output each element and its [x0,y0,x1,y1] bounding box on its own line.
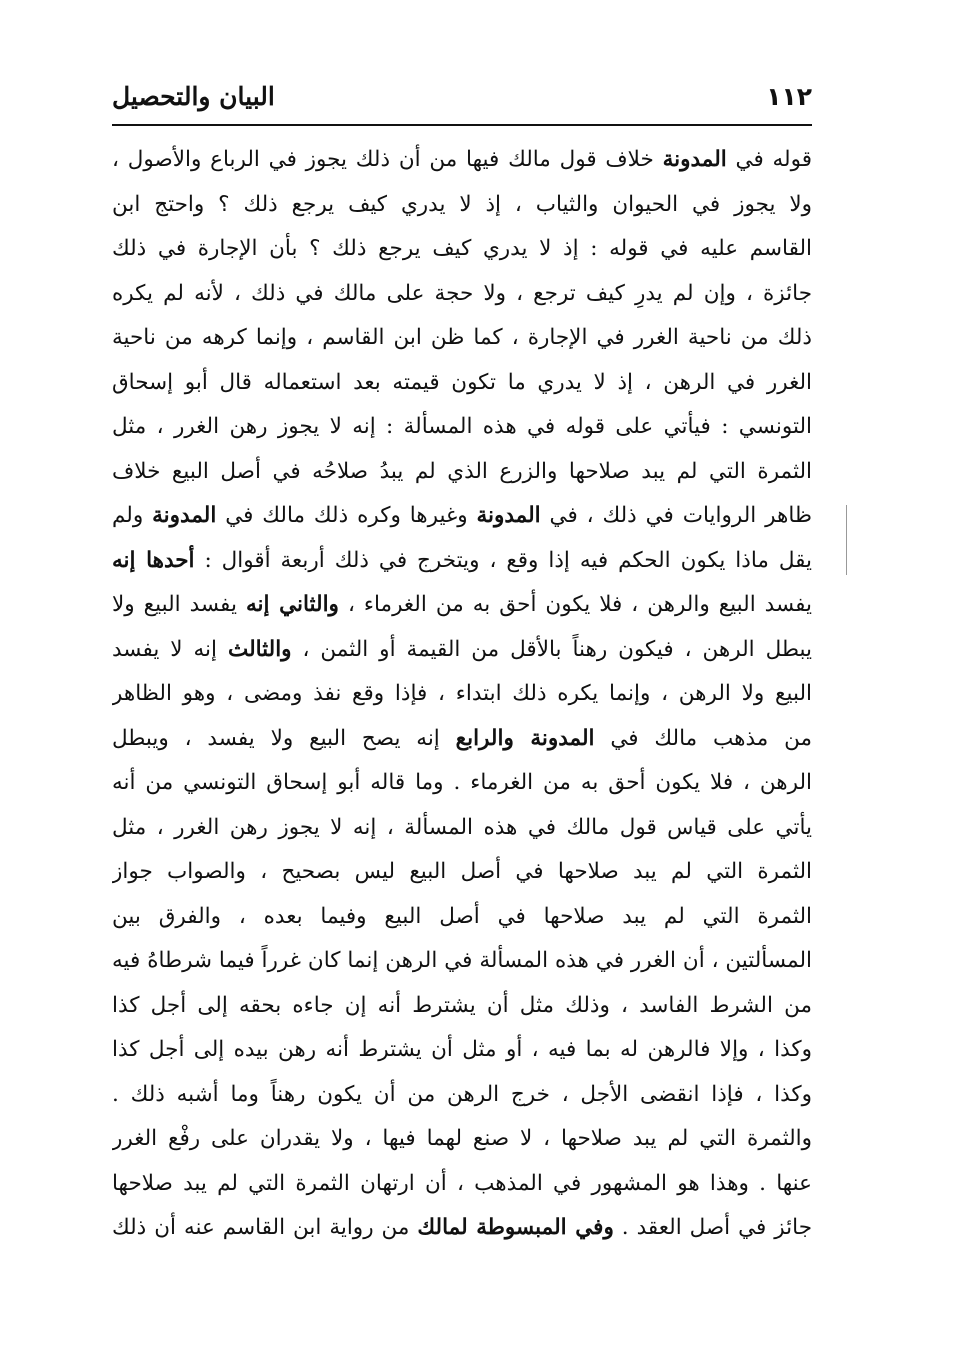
body-text [112,138,812,1288]
text-run: الرهن ، فلا يكون أحق به من الغرماء . وما قاله أبو إسحاق التونسي من أنه [112,770,812,795]
text-line [112,1206,812,1251]
text-run: وكذا ، فإذا انقضى الأجل ، خرج الرهن من أن يكون رهناً وما أشبه ذلك . [112,1081,812,1107]
margin-mark [846,505,847,575]
text-line [112,895,812,940]
text-line [112,1073,812,1118]
text-run: المسألتين ، أن الغرر في هذه المسألة في الرهن إنما كان غرراً فيما شرطاهُ فيه [112,948,812,973]
text-run: جائز في أصل العقد . [613,1215,812,1240]
page-header [112,78,812,118]
text-line [112,984,812,1029]
text-line [112,583,812,628]
text-run: من الشرط الفاسد ، وذلك مثل أن يشترط أنه إن جاءه بحقه إلى أجل كذا [112,992,812,1018]
text-run: القاسم عليه في قوله : إذ لا يدري كيف يرجع ذلك ؟ بأن الإجارة في ذلك [112,236,812,261]
bold-term: المدونة [476,503,541,528]
text-run: ذلك من ناحية الغرر في الإجارة ، كما ظن ابن القاسم ، وإنما كرهه من ناحية [112,325,812,350]
running-title: البيان والتحصيل [112,82,275,111]
text-run: يأتي على قياس قول مالك في هذه المسألة ، إنه لا يجوز رهن الغرر ، مثل [112,814,812,840]
text-run: خلاف قول مالك فيها من أن ذلك يجوز في الرباع والأصول ، [112,147,663,172]
bold-term: والثاني إنه [245,592,339,617]
text-line [112,316,812,361]
text-line [112,539,812,584]
text-run: يفسد البيع ولا [112,592,246,617]
header-divider [112,124,812,126]
text-line [112,850,812,895]
text-run: البيع ولا الرهن ، وإنما يكره ذلك ابتداء ، فإذا وقع نفذ ومضى ، وهو الظاهر [112,681,812,706]
text-line [112,138,812,183]
bold-term: أحدها إنه [112,547,195,573]
text-line [112,717,812,762]
page-number: ١١٢ [766,82,812,111]
text-line [112,494,812,539]
text-run: من مذهب مالك في [594,725,812,751]
text-run: وغيرها وكره ذلك مالك في [216,503,477,528]
text-line [112,183,812,228]
text-line [112,272,812,317]
text-line [112,227,812,272]
text-line [112,1117,812,1162]
text-line [112,361,812,406]
bold-term: المدونة [152,503,217,528]
bold-term: المدونة [662,147,727,172]
text-run: الغرر في الرهن ، إذ لا يدري ما تكون قيمته بعد استعماله قال أبو إسحاق [112,369,812,395]
text-line [112,672,812,717]
text-line [112,806,812,851]
text-line [112,1028,812,1073]
text-line [112,628,812,673]
text-run: يبطل الرهن ، فيكون رهناً بالأقل من القيمة أو الثمن ، [291,636,812,662]
text-run: إنه يصح البيع ولا يفسد ، ويبطل [112,725,456,751]
text-run: من رواية ابن القاسم عنه أن ذلك [112,1215,418,1240]
text-run: وكذا ، وإلا فالرهن له بما فيه ، أو مثل أن يشترط أنه رهن بيده إلى أجل كذا [112,1037,812,1062]
text-run: الثمرة التي لم يبد صلاحها في أصل البيع وفيما بعده ، والفرق بين [112,903,812,929]
text-run: ظاهر الروايات في ذلك ، في [540,503,812,528]
text-line [112,405,812,450]
text-run: الثمرة التي لم يبد صلاحها في أصل البيع ليس بصحيح ، والصواب جواز [112,859,812,884]
bold-term: المدونة والرابع [455,725,595,751]
text-run: عنها . وهذا هو المشهور في المذهب ، أن ارتهان الثمرة التي لم يبد صلاحها [112,1170,812,1196]
text-run: يفسد البيع والرهن ، فلا يكون أحق به من الغرماء ، [338,592,812,617]
text-run: قوله في [726,147,812,172]
text-line [112,450,812,495]
text-run: ولا يجوز في الحيوان والثياب ، إذ لا يدري كيف يرجع ذلك ؟ واحتج ابن [112,191,812,217]
text-run: جائزة ، وإن لم يدرِ كيف ترجع ، ولا حجة على مالك في ذلك ، لأنه لم يكره [112,280,812,306]
bold-term: وفي المبسوطة لمالك [417,1215,614,1240]
text-line [112,939,812,984]
text-run: التونسي : فيأتي على قوله في هذه المسألة : إنه لا يجوز رهن الغرر ، مثل [112,414,812,439]
text-run: والثمرة التي لم يبد صلاحها ، لا صنع لهما فيها ، ولا يقدران على رفْع الغرر [112,1126,812,1151]
text-line [112,1162,812,1207]
text-line [112,761,812,806]
text-run: إنه لا يفسد [112,636,228,662]
text-run: يقل ماذا يكون الحكم فيه إذا وقع ، ويتخرج في ذلك أربعة أقوال : [194,547,812,573]
text-run: ولم [112,503,153,528]
text-run: الثمرة التي لم يبد صلاحها والزرع الذي لم يبدُ صلاحُه في أصل البيع خلاف [112,458,812,484]
bold-term: والثالث [227,636,292,662]
